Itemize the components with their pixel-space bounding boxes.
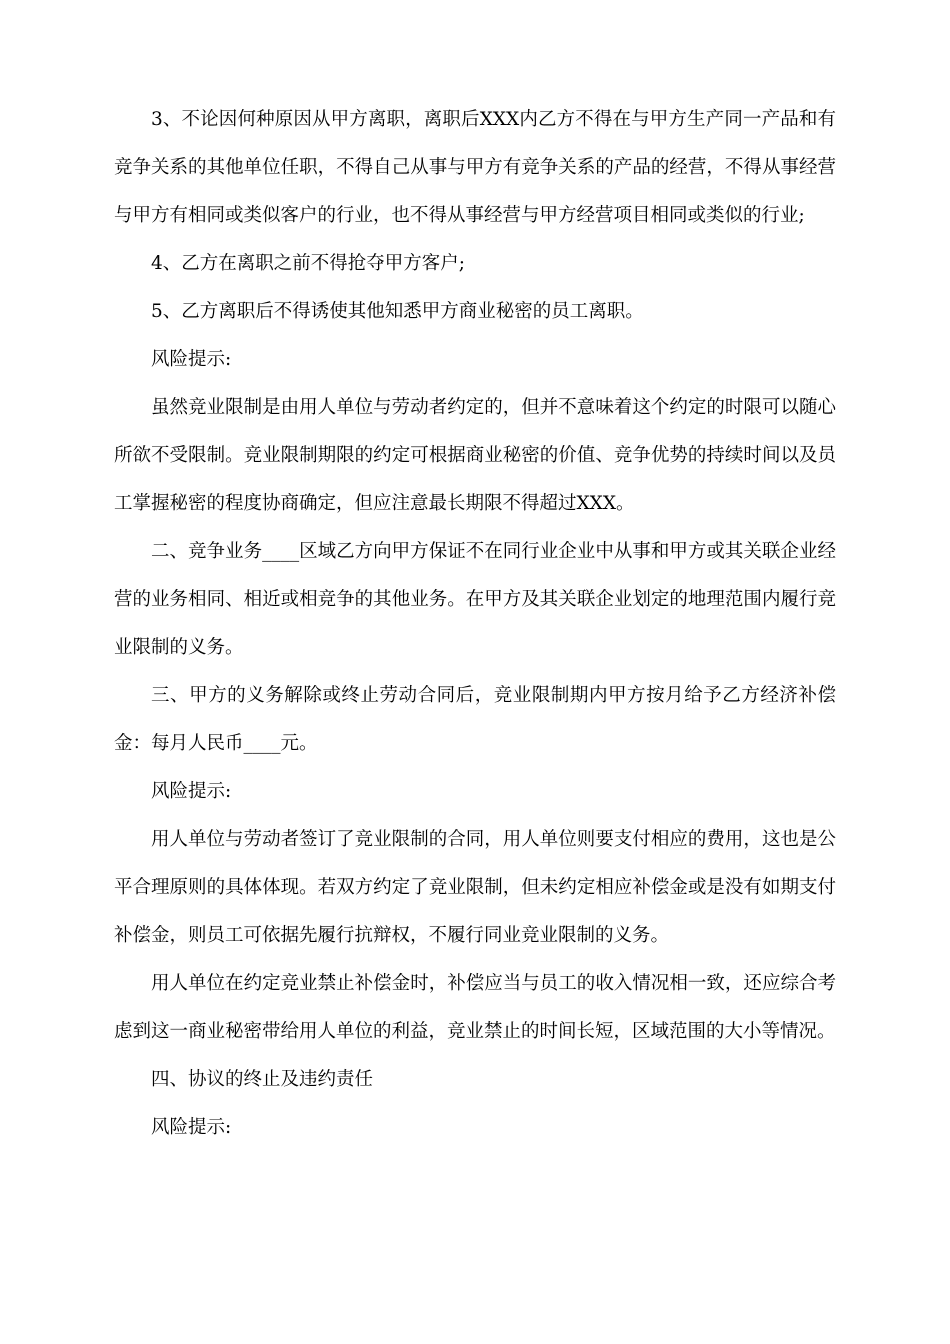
risk-notice-heading: 风险提示: (151, 349, 232, 370)
risk-notice-paragraph: 虽然竞业限制是由用人单位与劳动者约定的，但并不意味着这个约定的时限可以随心所欲不受限制。竞业限制期限的约定可根据商业秘密的价值、竞争优势的持续时间以及员工掌握秘密的程度协商确定，但应注意最长期限不得超过XXX。 (114, 397, 836, 514)
risk-notice-heading: 风险提示: (151, 1117, 232, 1138)
clause-3-paragraph: 3、不论因何种原因从甲方离职，离职后XXX内乙方不得在与甲方生产同一产品和有竞争关系的其他单位任职，不得自己从事与甲方有竞争关系的产品的经营，不得从事经营与甲方有相同或类似客户的行业，也不得从事经营与甲方经营项目相同或类似的行业; (114, 109, 836, 226)
risk-notice-heading: 风险提示: (151, 781, 232, 802)
risk-notice-paragraph: 用人单位与劳动者签订了竞业限制的合同，用人单位则要支付相应的费用，这也是公平合理原则的具体体现。若双方约定了竞业限制，但未约定相应补偿金或是没有如期支付补偿金，则员工可依据先履行抗辩权，不履行同业竞业限制的义务。 (114, 829, 836, 946)
section-4-heading: 四、协议的终止及违约责任 (151, 1069, 374, 1090)
clause-5-paragraph: 5、乙方离职后不得诱使其他知悉甲方商业秘密的员工离职。 (151, 301, 644, 322)
risk-notice-paragraph: 用人单位在约定竞业禁止补偿金时，补偿应当与员工的收入情况相一致，还应综合考虑到这一商业秘密带给用人单位的利益，竞业禁止的时间长短，区域范围的大小等情况。 (114, 973, 836, 1042)
section-3-paragraph: 三、甲方的义务解除或终止劳动合同后，竞业限制期内甲方按月给予乙方经济补偿金：每月人民币____元。 (114, 685, 836, 754)
section-2-paragraph: 二、竞争业务____区域乙方向甲方保证不在同行业企业中从事和甲方或其关联企业经营的业务相同、相近或相竞争的其他业务。在甲方及其关联企业划定的地理范围内履行竞业限制的义务。 (114, 541, 836, 658)
clause-4-paragraph: 4、乙方在离职之前不得抢夺甲方客户; (151, 253, 466, 274)
document-body (114, 96, 836, 1152)
